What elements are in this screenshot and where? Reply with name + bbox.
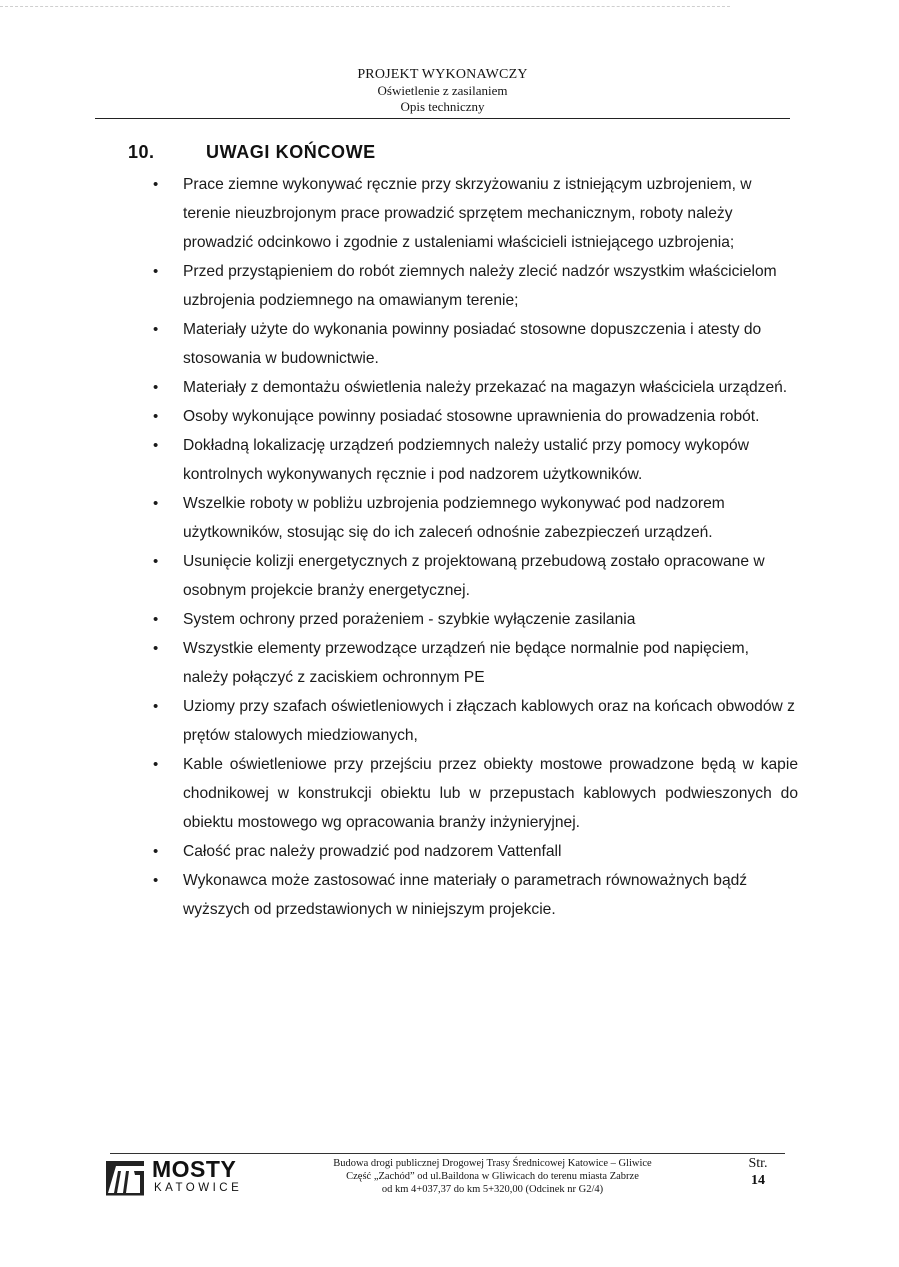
bullet-icon: • (153, 379, 159, 396)
remarks-list (153, 170, 798, 924)
page-header (95, 66, 790, 115)
section-number: 10. (128, 142, 155, 162)
list-item-text: Wszelkie roboty w pobliżu uzbrojenia podziemnego wykonywać pod nadzorem użytkowników, stosując się do ich zaleceń odnośnie zabezpieczeń urządzeń. (183, 495, 725, 541)
bullet-icon: • (153, 553, 159, 570)
list-item-text: Uziomy przy szafach oświetleniowych i złączach kablowych oraz na końcach obwodów z prętów stalowych miedziowanych, (183, 698, 795, 744)
list-item-text: Osoby wykonujące powinny posiadać stosowne uprawnienia do prowadzenia robót. (183, 408, 760, 425)
bullet-icon: • (153, 263, 159, 280)
list-item (153, 489, 798, 547)
bullet-icon: • (153, 698, 159, 715)
header-divider (95, 118, 790, 119)
bullet-icon: • (153, 495, 159, 512)
page-label: Str. (748, 1156, 768, 1171)
footer-project-part: Część „Zachód” od ul.Baildona w Gliwicach do terenu miasta Zabrze (346, 1171, 639, 1182)
list-item (153, 547, 798, 605)
bullet-icon: • (153, 756, 159, 773)
list-item (153, 257, 798, 315)
logo-company-name: MOSTY (152, 1156, 237, 1182)
bullet-icon: • (153, 611, 159, 628)
footer-project-range: od km 4+037,37 do km 5+320,00 (Odcinek nr G2/4) (381, 1184, 604, 1195)
page-number: 14 (751, 1173, 765, 1188)
list-item-text: Prace ziemne wykonywać ręcznie przy skrzyżowaniu z istniejącym uzbrojeniem, w terenie nieuzbrojonym prace prowadzić sprzętem mechanicznym, roboty należy prowadzić odcinkowo i zgodnie z ustaleniami właścicieli istniejącego uzbrojenia; (183, 176, 752, 251)
list-item (153, 373, 798, 402)
list-item (153, 170, 798, 257)
bullet-icon: • (153, 437, 159, 454)
list-item (153, 634, 798, 692)
bullet-icon: • (153, 843, 159, 860)
header-subject: Oświetlenie z zasilaniem (377, 83, 508, 98)
bridge-logo-icon (104, 1157, 148, 1197)
header-project-type: PROJEKT WYKONAWCZY (357, 67, 528, 82)
bullet-icon: • (153, 321, 159, 338)
header-document-type: Opis techniczny (400, 99, 485, 114)
list-item (153, 837, 798, 866)
list-item-text: System ochrony przed porażeniem - szybkie wyłączenie zasilania (183, 611, 636, 628)
footer-divider (110, 1153, 785, 1154)
list-item-text: Materiały z demontażu oświetlenia należy przekazać na magazyn właściciela urządzeń. (183, 379, 788, 396)
footer-project-info (300, 1157, 685, 1196)
list-item (153, 605, 798, 634)
list-item (153, 315, 798, 373)
footer-project-title: Budowa drogi publicznej Drogowej Trasy Średnicowej Katowice – Gliwice (333, 1158, 652, 1169)
list-item-text: Materiały użyte do wykonania powinny posiadać stosowne dopuszczenia i atesty do stosowania w budownictwie. (183, 321, 762, 367)
bullet-icon: • (153, 176, 159, 193)
bullet-icon: • (153, 872, 159, 889)
list-item-text: Wszystkie elementy przewodzące urządzeń nie będące normalnie pod napięciem, należy połączyć z zaciskiem ochronnym PE (183, 640, 750, 686)
page-number-box (735, 1156, 781, 1190)
bullet-icon: • (153, 640, 159, 657)
list-item-text: Usunięcie kolizji energetycznych z projektowaną przebudową zostało opracowane w osobnym projekcie branży energetycznej. (183, 553, 765, 599)
list-item (153, 431, 798, 489)
list-item-text: Dokładną lokalizację urządzeń podziemnych należy ustalić przy pomocy wykopów kontrolnych wykonywanych ręcznie i pod nadzorem użytkowników. (183, 437, 749, 483)
company-logo (104, 1157, 254, 1197)
bullet-icon: • (153, 408, 159, 425)
list-item (153, 866, 798, 924)
list-item-text: Wykonawca może zastosować inne materiały o parametrach równoważnych bądź wyższych od przedstawionych w niniejszym projekcie. (183, 872, 748, 918)
list-item-text: Kable oświetleniowe przy przejściu przez obiekty mostowe prowadzone będą w kapie chodnikowej w konstrukcji obiektu lub w przepustach kablowych podwieszonych do obiektu mostowego wg opracowania branży inżynieryjnej. (183, 756, 798, 831)
scan-edge-line (0, 6, 730, 7)
list-item-text: Całość prac należy prowadzić pod nadzorem Vattenfall (183, 843, 562, 860)
list-item-text: Przed przystąpieniem do robót ziemnych należy zlecić nadzór wszystkim właścicielom uzbrojenia podziemnego na omawianym terenie; (183, 263, 777, 309)
list-item (153, 692, 798, 750)
section-title: UWAGI KOŃCOWE (206, 142, 376, 162)
list-item (153, 402, 798, 431)
logo-company-city: KATOWICE (154, 1182, 243, 1194)
list-item (153, 750, 798, 837)
